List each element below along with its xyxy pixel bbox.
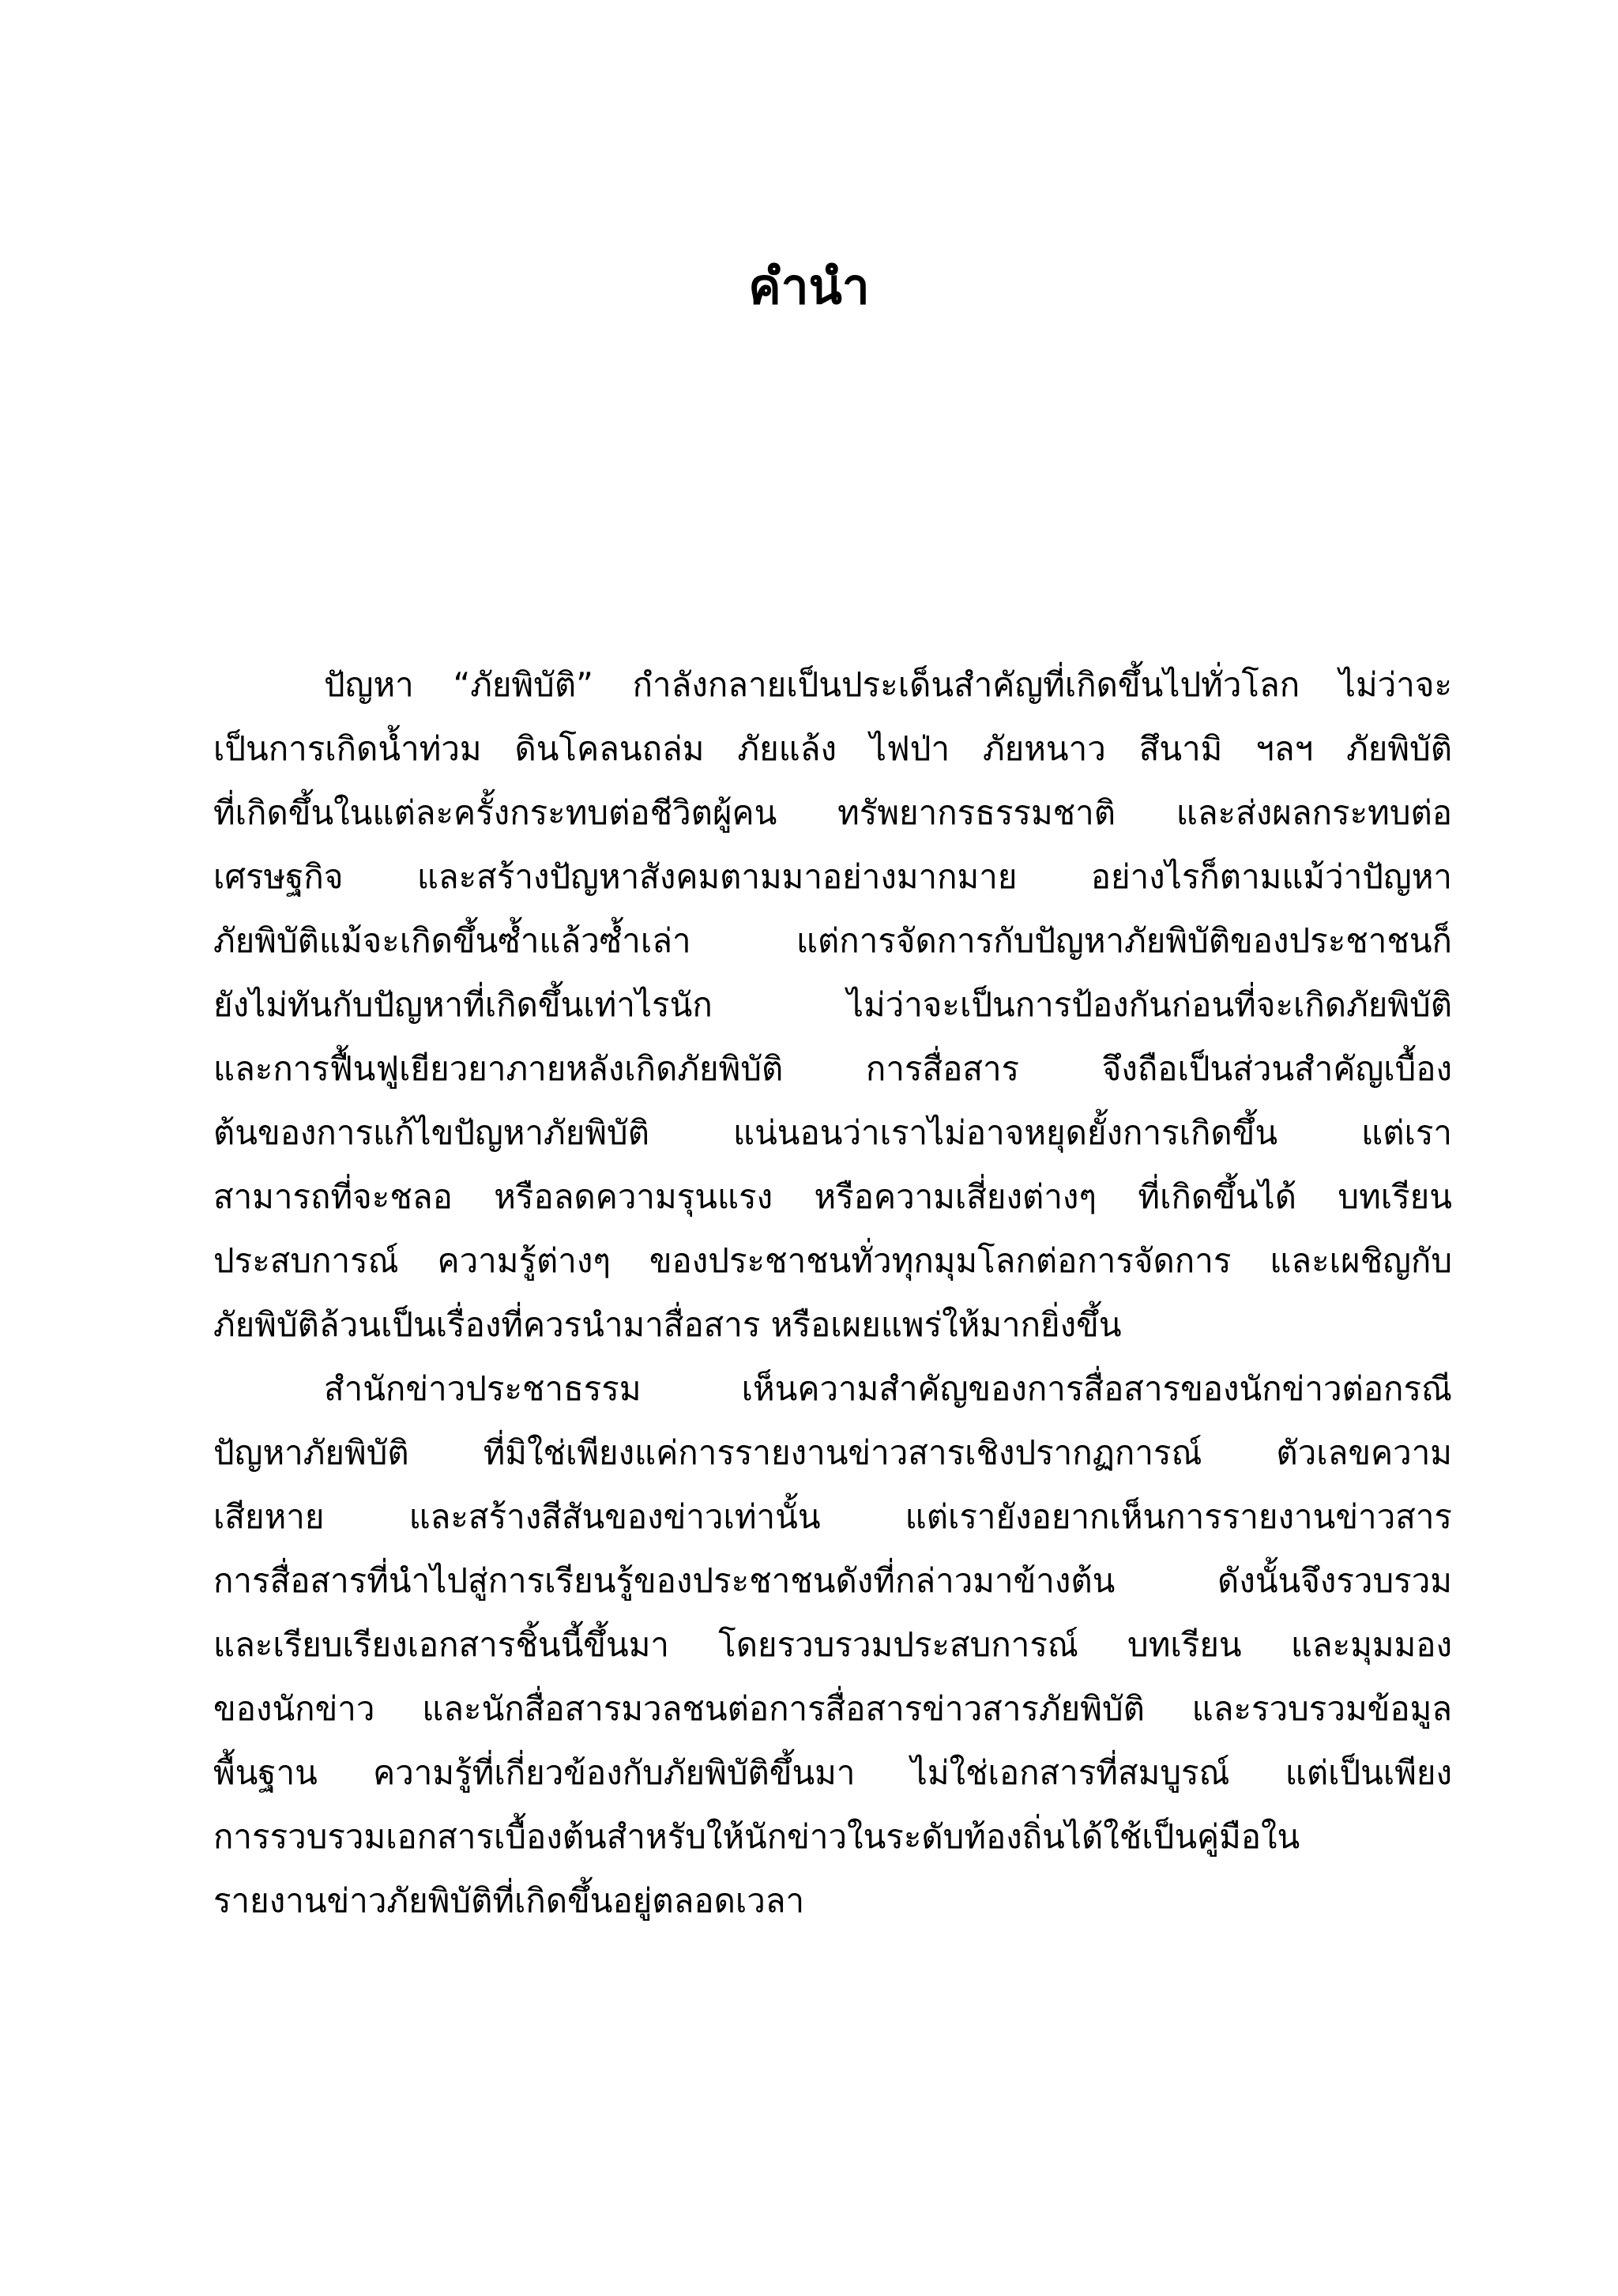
text-line: สำนักข่าวประชาธรรม เห็นความสำคัญของการสื่อสารของนักข่าวต่อกรณี bbox=[324, 1369, 1452, 1408]
text-line: และเรียบเรียงเอกสารชิ้นนี้ขึ้นมา โดยรวบรวมประสบการณ์ บทเรียน และมุมมอง bbox=[213, 1625, 1452, 1664]
text-line: และการฟื้นฟูเยียวยาภายหลังเกิดภัยพิบัติ การสื่อสาร จึงถือเป็นส่วนสำคัญเบื้อง bbox=[213, 1049, 1452, 1088]
text-line: เป็นการเกิดน้ำท่วม ดินโคลนถล่ม ภัยแล้ง ไฟป่า ภัยหนาว สึนามิ ฯลฯ ภัยพิบัติ bbox=[213, 729, 1452, 768]
text-line: ของนักข่าว และนักสื่อสารมวลชนต่อการสื่อสารข่าวสารภัยพิบัติ และรวบรวมข้อมูล bbox=[213, 1689, 1452, 1728]
page-title: คำนำ bbox=[748, 258, 870, 315]
text-line: รายงานข่าวภัยพิบัติที่เกิดขึ้นอยู่ตลอดเวลา bbox=[213, 1881, 805, 1920]
text-line: ประสบการณ์ ความรู้ต่างๆ ของประชาชนทั่วทุกมุมโลกต่อการจัดการ และเผชิญกับ bbox=[213, 1241, 1452, 1280]
paragraph-2 bbox=[213, 1357, 1452, 1933]
paragraph-1 bbox=[213, 653, 1452, 1357]
text-line: ที่เกิดขึ้นในแต่ละครั้งกระทบต่อชีวิตผู้คน ทรัพยากรธรรมชาติ และส่งผลกระทบต่อ bbox=[213, 793, 1452, 832]
text-line: สามารถที่จะชลอ หรือลดความรุนแรง หรือความเสี่ยงต่างๆ ที่เกิดขึ้นได้ บทเรียน bbox=[213, 1177, 1452, 1216]
preface-body bbox=[213, 653, 1452, 1933]
text-line: การสื่อสารที่นำไปสู่การเรียนรู้ของประชาชนดังที่กล่าวมาข้างต้น ดังนั้นจึงรวบรวม bbox=[213, 1561, 1452, 1600]
text-line: การรวบรวมเอกสารเบื้องต้นสำหรับให้นักข่าวในระดับท้องถิ่นได้ใช้เป็นคู่มือใน bbox=[213, 1817, 1300, 1856]
text-line: เสียหาย และสร้างสีสันของข่าวเท่านั้น แต่เรายังอยากเห็นการรายงานข่าวสาร bbox=[213, 1497, 1452, 1536]
text-line: เศรษฐกิจ และสร้างปัญหาสังคมตามมาอย่างมากมาย อย่างไรก็ตามแม้ว่าปัญหา bbox=[213, 857, 1452, 896]
text-line: ยังไม่ทันกับปัญหาที่เกิดขึ้นเท่าไรนัก ไม่ว่าจะเป็นการป้องกันก่อนที่จะเกิดภัยพิบัติ bbox=[213, 985, 1452, 1024]
text-line: ปัญหา “ภัยพิบัติ” กำลังกลายเป็นประเด็นสำคัญที่เกิดขึ้นไปทั่วโลก ไม่ว่าจะ bbox=[324, 665, 1452, 704]
text-line: ภัยพิบัติแม้จะเกิดขึ้นซ้ำแล้วซ้ำเล่า แต่การจัดการกับปัญหาภัยพิบัติของประชาชนก็ bbox=[213, 921, 1452, 960]
text-line: พื้นฐาน ความรู้ที่เกี่ยวข้องกับภัยพิบัติขึ้นมา ไม่ใช่เอกสารที่สมบูรณ์ แต่เป็นเพียง bbox=[213, 1753, 1452, 1792]
text-line: ภัยพิบัติล้วนเป็นเรื่องที่ควรนำมาสื่อสาร หรือเผยแพร่ให้มากยิ่งขึ้น bbox=[213, 1305, 1122, 1344]
text-line: ต้นของการแก้ไขปัญหาภัยพิบัติ แน่นอนว่าเราไม่อาจหยุดยั้งการเกิดขึ้น แต่เรา bbox=[213, 1113, 1452, 1152]
text-line: ปัญหาภัยพิบัติ ที่มิใช่เพียงแค่การรายงานข่าวสารเชิงปรากฏการณ์ ตัวเลขความ bbox=[213, 1433, 1452, 1472]
